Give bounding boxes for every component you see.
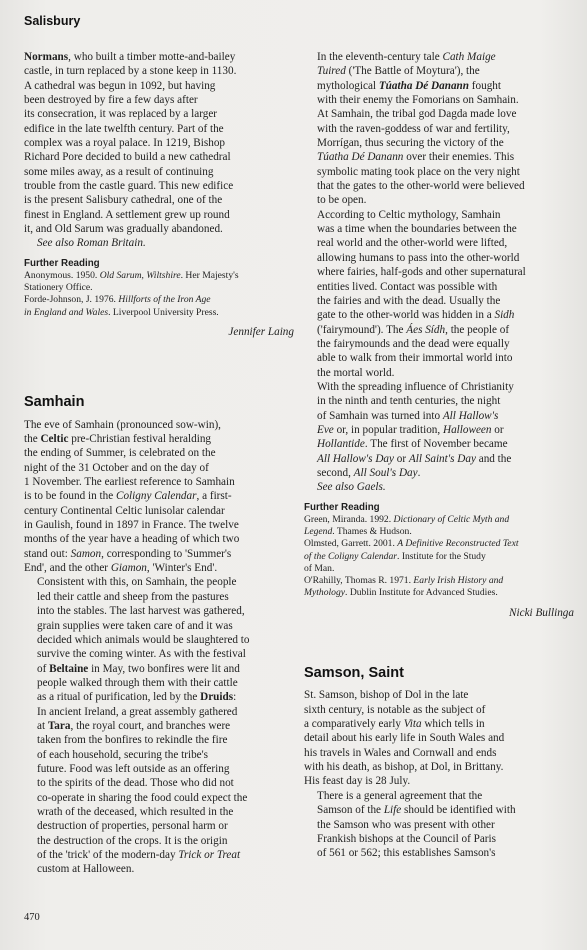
text-line: grain supplies were taken care of and it was xyxy=(37,619,233,632)
text-line: survive the coming winter. As with the festival xyxy=(37,648,246,661)
text-line: mythological Túatha Dé Danann fought xyxy=(317,79,502,92)
text-line: of the 'trick' of the modern-day Trick or Treat xyxy=(37,849,241,861)
salisbury-paragraph xyxy=(24,50,294,236)
text-line: in the ninth and tenth centuries, the night xyxy=(317,395,501,408)
text-line: complex was a royal palace. In 1219, Bishop xyxy=(24,137,226,150)
text-line: Green, Miranda. 1992. Dictionary of Celtic Myth and xyxy=(304,513,510,525)
text-line: Eve or, in popular tradition, Halloween or xyxy=(317,423,504,436)
running-head: Salisbury xyxy=(24,14,81,28)
text-line: castle, in turn replaced by a stone keep in 1130. xyxy=(24,65,237,78)
text-line: led their cattle and sheep from the pastures xyxy=(37,590,229,603)
reference-entry xyxy=(24,294,294,319)
text-line: the ending of Summer, is celebrated on the xyxy=(24,447,216,460)
text-line: All Hallow's Day or All Saint's Day and the xyxy=(317,452,512,465)
text-line: in Gaulish, found in 1897 in France. The twelve xyxy=(24,519,239,532)
text-line: century Continental Celtic lunisolar calendar xyxy=(24,504,225,517)
text-line: the fairymounds and the dead were equally xyxy=(317,337,510,350)
text-line: St. Samson, bishop of Dol in the late xyxy=(304,689,469,702)
text-line: Túatha Dé Danann over their enemies. This xyxy=(317,151,515,164)
text-line: that the gates to the other-world were believed xyxy=(317,180,525,193)
text-line: co-operate in sharing the food could expect the xyxy=(37,791,248,804)
text-line: Olmsted, Garrett. 2001. A Definitive Reconstructed Text xyxy=(304,538,519,550)
text-line: Forde-Johnson, J. 1976. Hillforts of the Iron Age xyxy=(24,294,211,306)
text-line: Legend. Thames & Hudson. xyxy=(304,525,412,537)
paragraph xyxy=(304,789,574,861)
paragraph xyxy=(24,575,294,876)
paragraph xyxy=(304,50,574,208)
text-line: the fairies and with the dead. Usually the xyxy=(317,294,501,307)
samhain-see-also: See also Gaels. xyxy=(317,481,386,494)
text-line: Frankish bishops at the Council of Paris xyxy=(317,832,496,845)
right-column xyxy=(304,50,574,861)
samson-body xyxy=(304,688,574,860)
reference-entry xyxy=(24,270,294,295)
left-column xyxy=(24,50,294,877)
salisbury-further-reading-heading: Further Reading xyxy=(24,257,100,269)
text-line: destruction of properties, personal harm or xyxy=(37,820,228,833)
text-line: with the raven-goddess of war and fertility, xyxy=(317,122,510,135)
text-line: was a time when the boundaries between the xyxy=(317,223,517,236)
text-line: people walked through them with their cattle xyxy=(37,676,238,689)
samhain-body-right xyxy=(304,50,574,480)
samhain-entry-title: Samhain xyxy=(24,394,85,411)
text-line: detail about his early life in South Wales and xyxy=(304,732,505,745)
text-line: of 561 or 562; this establishes Samson's xyxy=(317,847,496,860)
text-line: Tuired ('The Battle of Moytura'), the xyxy=(317,65,480,78)
text-line: of Samhain was turned into All Hallow's xyxy=(317,409,499,422)
text-line: of Beltaine in May, two bonfires were lit and xyxy=(37,662,240,675)
text-line: ('fairymound'). The Áes Sídh, the people of xyxy=(317,323,510,336)
text-line: With the spreading influence of Christianity xyxy=(317,380,514,393)
text-line: finest in England. A settlement grew up round xyxy=(24,208,230,221)
reference-entry xyxy=(304,514,574,539)
text-line: Morrígan, thus securing the victory of the xyxy=(317,137,504,150)
text-line: allowing humans to pass into the other-world xyxy=(317,251,520,264)
text-line: symbolic mating took place on the very night xyxy=(317,165,520,178)
text-line: is to be found in the Coligny Calendar, a first- xyxy=(24,490,232,503)
text-line: There is a general agreement that the xyxy=(317,789,483,802)
text-line: custom at Halloween. xyxy=(37,863,135,876)
text-line: his travels in Wales and Cornwall and ends xyxy=(304,746,497,759)
text-line: at Tara, the royal court, and branches were xyxy=(37,719,231,732)
samhain-body-left xyxy=(24,418,294,877)
reference-entry xyxy=(304,538,574,575)
salisbury-author: Jennifer Laing xyxy=(228,326,294,338)
text-line: sixth century, is notable as the subject of xyxy=(304,703,486,716)
text-line: the destruction of the crops. It is the origin xyxy=(37,834,228,847)
text-line: The eve of Samhain (pronounced sow-win), xyxy=(24,418,221,431)
salisbury-see-also: See also Roman Britain. xyxy=(37,237,146,250)
text-line: of the Coligny Calendar. Institute for the Study xyxy=(304,550,486,562)
text-line: In the eleventh-century tale Cath Maige xyxy=(317,51,496,63)
text-line: been destroyed by fire a few days after xyxy=(24,94,198,107)
text-line: stand out: Samon, corresponding to 'Summer's xyxy=(24,547,232,560)
text-line: is the present Salisbury cathedral, one of the xyxy=(24,194,223,207)
text-line: Richard Pore decided to build a new cathedral xyxy=(24,151,231,164)
samhain-further-reading-heading: Further Reading xyxy=(304,501,380,513)
text-line: some miles away, as a result of continuing xyxy=(24,165,214,178)
samhain-references xyxy=(304,514,574,600)
text-line: edifice in the late twelfth century. Part of the xyxy=(24,122,224,135)
text-line: the Samson who was present with other xyxy=(317,818,495,831)
text-line: Hollantide. The first of November became xyxy=(317,438,508,451)
text-line: able to walk from their immortal world into xyxy=(317,352,513,365)
text-line: gate to the other-world was hidden in a Sidh xyxy=(317,309,515,322)
text-line: months of the year have a heading of which two xyxy=(24,533,240,546)
paragraph xyxy=(304,688,574,788)
text-line: in England and Wales. Liverpool University Press. xyxy=(24,306,219,318)
text-line: the Celtic pre-Christian festival heralding xyxy=(24,433,212,446)
text-line: Stationery Office. xyxy=(24,282,93,294)
text-line: a comparatively early Vita which tells in xyxy=(304,718,485,731)
text-line: its consecration, it was replaced by a larger xyxy=(24,108,218,121)
text-line: trouble from the castle guard. This new edifice xyxy=(24,180,234,193)
text-line: In ancient Ireland, a great assembly gathered xyxy=(37,705,238,718)
text-line: future. Food was left outside as an offering xyxy=(37,762,230,775)
text-line: His feast day is 28 July. xyxy=(304,775,411,788)
paragraph xyxy=(304,380,574,480)
text-line: Anonymous. 1950. Old Sarum, Wiltshire. Her Majesty's xyxy=(24,269,239,281)
paragraph xyxy=(304,208,574,380)
text-line: real world and the other-world were lifted, xyxy=(317,237,508,250)
text-line: of Man. xyxy=(304,562,335,574)
samhain-author: Nicki Bullinga xyxy=(509,606,574,619)
salisbury-references xyxy=(24,270,294,319)
text-line: where fairies, half-gods and other supernatural xyxy=(317,266,526,279)
text-line: Normans, who built a timber motte-and-bailey xyxy=(24,51,236,63)
text-line: to the spirits of the dead. Those who did not xyxy=(37,777,234,790)
text-line: to be open. xyxy=(317,194,367,207)
text-line: night of the 31 October and on the day of xyxy=(24,461,209,474)
text-line: the mortal world. xyxy=(317,366,395,379)
text-line: At Samhain, the tribal god Dagda made love xyxy=(317,108,517,121)
text-line: entities lived. Contact was possible with xyxy=(317,280,498,293)
text-line: A cathedral was begun in 1092, but having xyxy=(24,79,216,92)
text-line: second, All Soul's Day. xyxy=(317,466,421,479)
text-line: into the stables. The last harvest was gathered, xyxy=(37,605,245,618)
paragraph xyxy=(24,418,294,576)
text-line: Consistent with this, on Samhain, the people xyxy=(37,576,237,589)
text-line: taken from the bonfires to rekindle the fire xyxy=(37,734,228,747)
text-line: it, and Old Sarum was gradually abandoned. xyxy=(24,223,223,236)
text-line: of each household, securing the tribe's xyxy=(37,748,209,761)
text-line: with his death, as bishop, at Dol, in Brittany. xyxy=(304,761,504,774)
text-line: Samson of the Life should be identified with xyxy=(317,804,516,817)
page-number: 470 xyxy=(24,912,40,923)
text-line: Mythology. Dublin Institute for Advanced Studies. xyxy=(304,587,498,599)
text-line: with their enemy the Fomorians on Samhain. xyxy=(317,94,519,107)
text-line: End', and the other Giamon, 'Winter's End'. xyxy=(24,562,218,575)
text-line: O'Rahilly, Thomas R. 1971. Early Irish History and xyxy=(304,575,504,587)
text-line: as a ritual of purification, led by the Druids: xyxy=(37,691,237,704)
text-line: decided which animals would be slaughtered to xyxy=(37,633,250,646)
text-line: 1 November. The earliest reference to Samhain xyxy=(24,476,235,489)
text-line: According to Celtic mythology, Samhain xyxy=(317,208,501,221)
samson-entry-title: Samson, Saint xyxy=(304,665,404,682)
text-line: wrath of the deceased, which resulted in the xyxy=(37,805,234,818)
reference-entry xyxy=(304,575,574,600)
